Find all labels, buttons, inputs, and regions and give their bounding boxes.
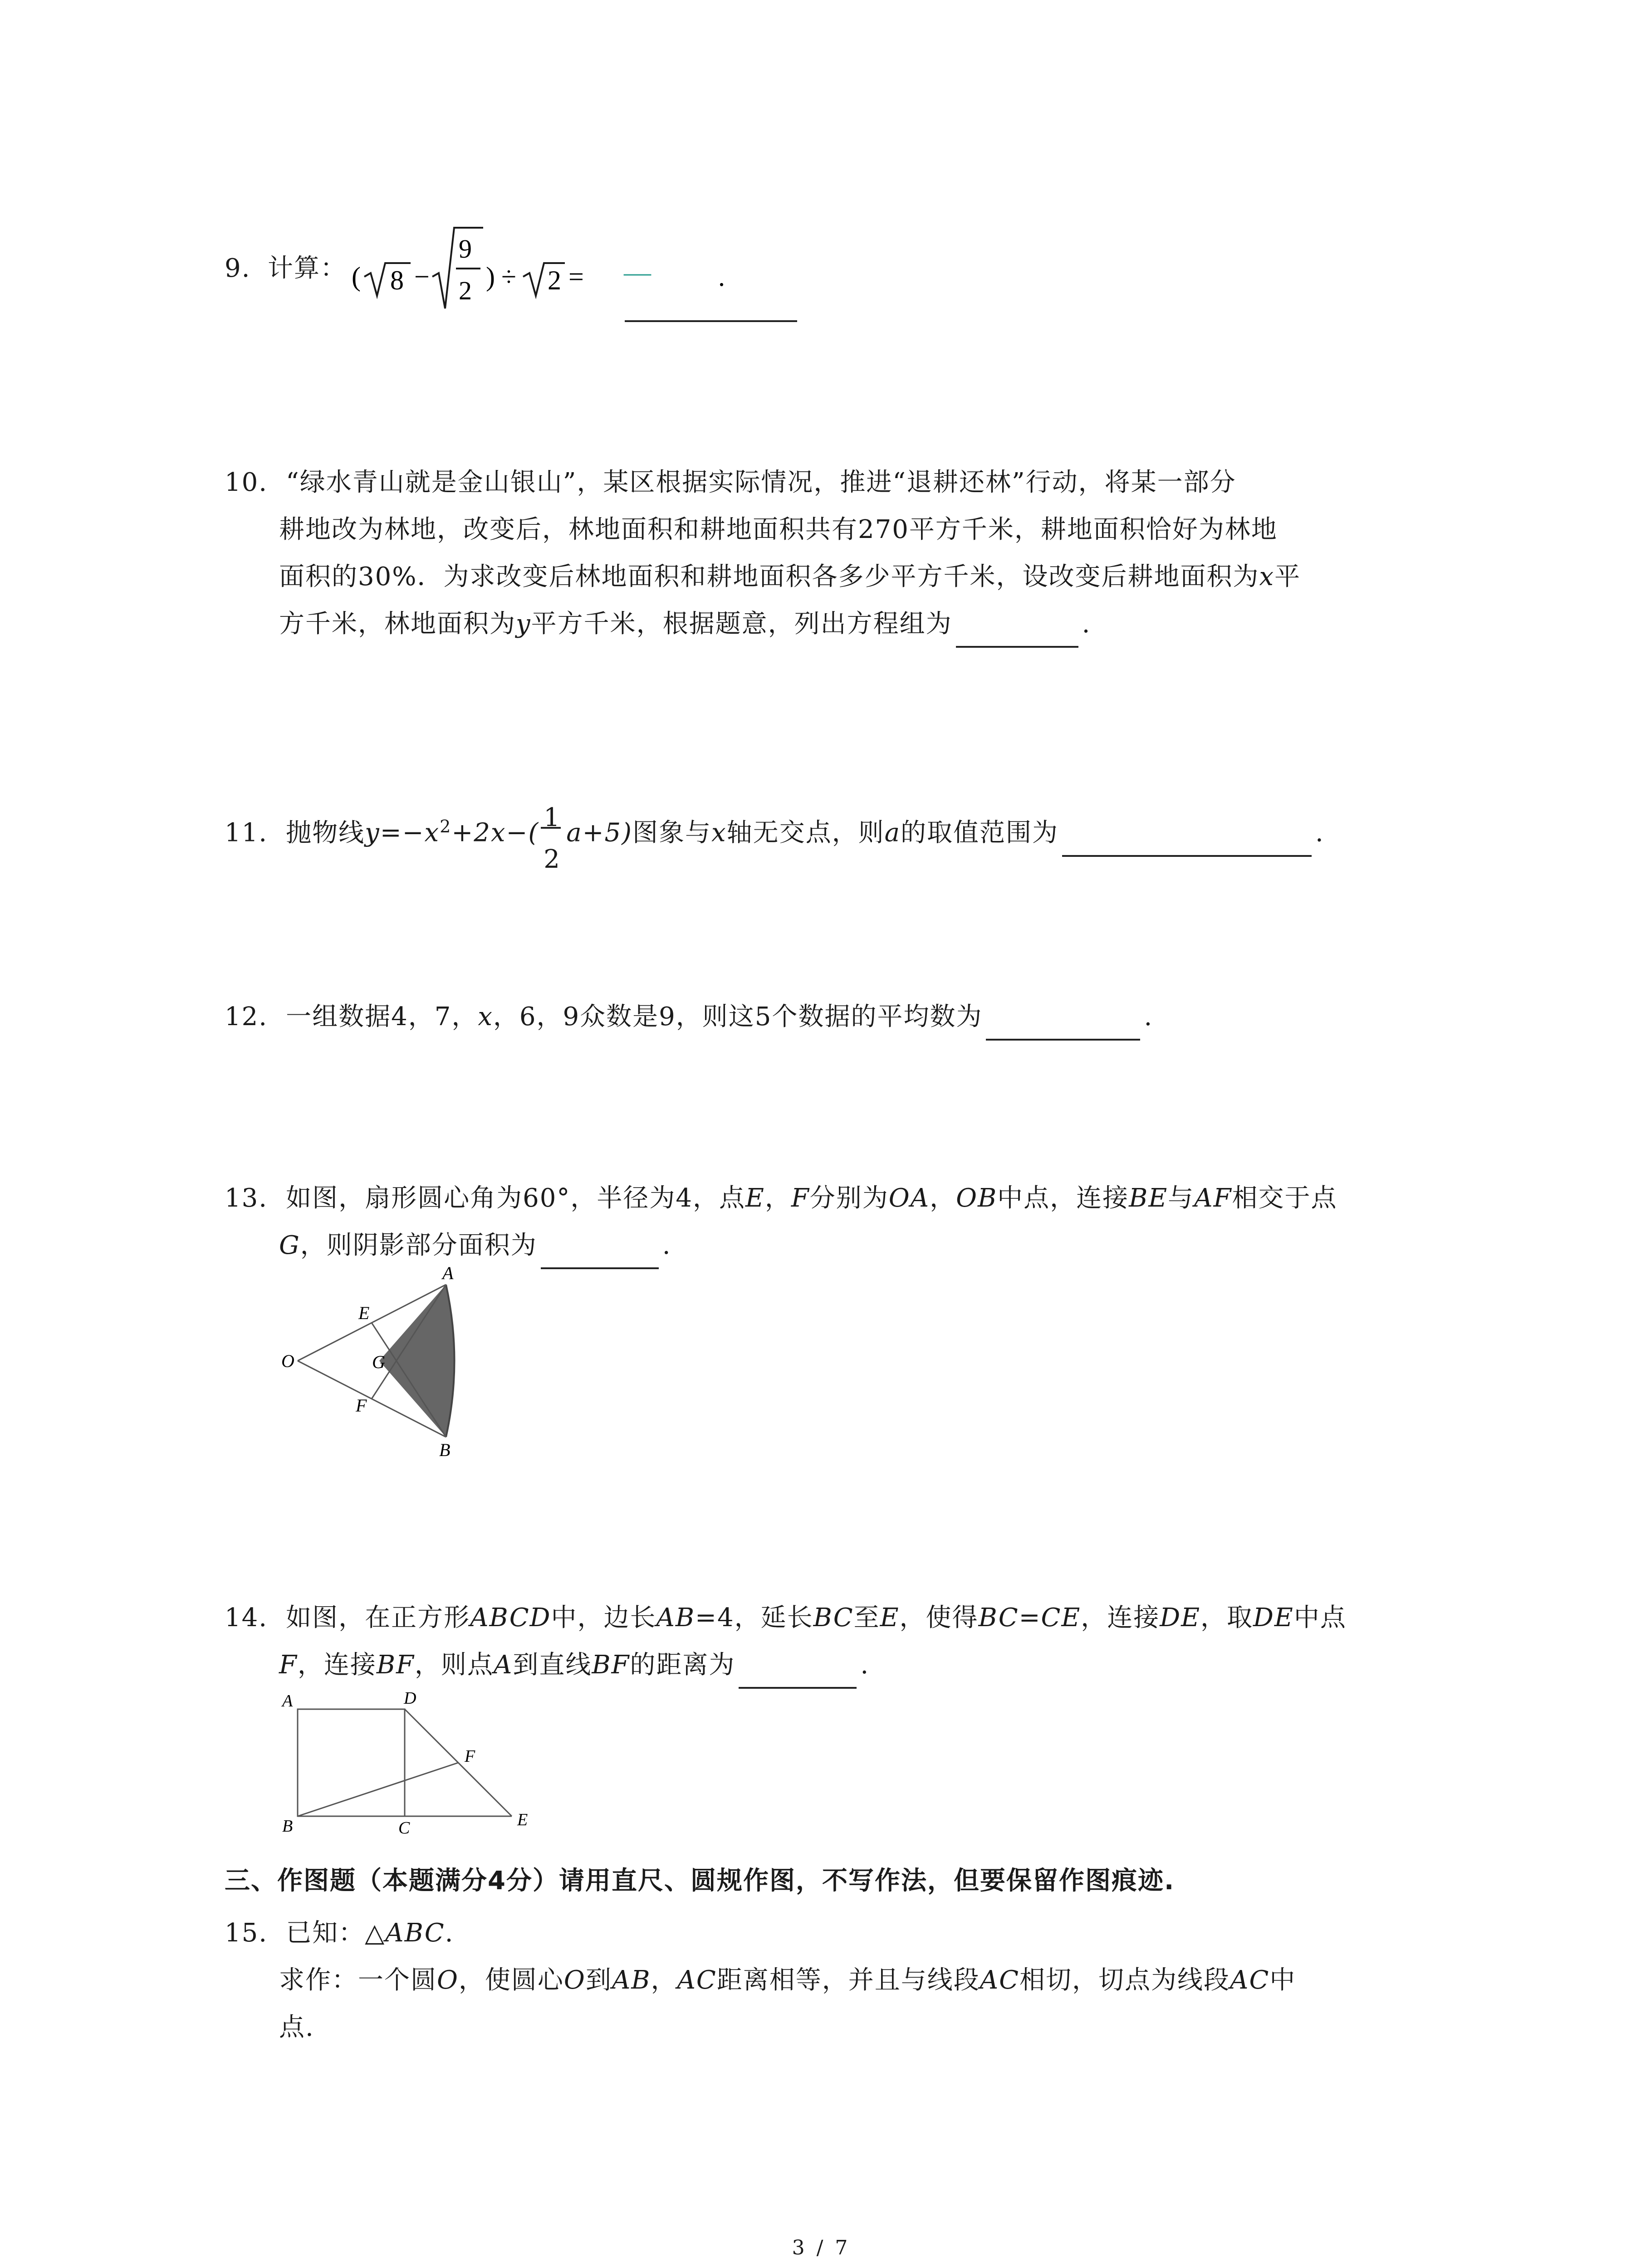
question-15: 15. 已知：△ABC. 求作：一个圆O，使圆心O到AB，AC距离相等，并且与线段AC相切，切点为线段AC中 点.: [225, 1918, 1296, 2042]
question-13: 13. 如图，扇形圆心角为60°，半径为4，点E，F分别为OA，OB中点，连接BE与AF相交于点 G，则阴影部分面积为 .: [225, 1175, 1495, 1269]
question-12: 12. 一组数据4，7，x，6，9众数是9，则这5个数据的平均数为 .: [225, 993, 1472, 1041]
label-B: B: [439, 1440, 451, 1460]
section-title: 三、作图题（本题满分4分）请用直尺、圆规作图，不写作法，但要保留作图痕迹.: [225, 1866, 1175, 1896]
fraction-numerator: 9: [459, 234, 473, 264]
answer-blank[interactable]: [739, 1660, 857, 1689]
question-number: 11.: [225, 818, 268, 848]
label-B: B: [282, 1817, 293, 1836]
question-number: 15.: [225, 1918, 268, 1948]
question-10: 10. “绿水青山就是金山银山”，某区根据实际情况，推进“退耕还林”行动，将某一部分 耕地改为林地，改变后，林地面积和耕地面积共有270平方千米，耕地面积恰好为林地 面积的30%．为求改变后林地面积和耕地面积各多少平方千米，设改变后耕地面积为x平 方千米，林地面积为y平方千米，根据题意，列出方程组为 .: [225, 459, 1472, 648]
answer-blank[interactable]: [956, 619, 1078, 648]
svg-text:−: −: [414, 262, 431, 292]
label-F: F: [465, 1747, 475, 1766]
svg-text:(: (: [352, 262, 362, 292]
svg-text:=: =: [568, 262, 585, 292]
question-number: 14.: [225, 1603, 268, 1633]
figure-square: [272, 1687, 554, 1837]
teal-dash: —: [624, 257, 652, 287]
label-A: A: [442, 1266, 454, 1283]
answer-blank[interactable]: [625, 320, 797, 322]
answer-blank[interactable]: [541, 1240, 659, 1269]
label-E: E: [358, 1303, 370, 1323]
question-prefix: 计算：: [268, 254, 347, 283]
shaded-region: [379, 1285, 455, 1437]
question-11: 11. 抛物线$y=-x^2+2x-$( $\frac{1}{2}$ a+5)图象与x轴无交点，则a的取值范围为 .: [225, 802, 1324, 874]
sqrt2-value: 2: [548, 265, 562, 295]
question-number: 9.: [225, 254, 251, 283]
radical-expression: [352, 218, 896, 327]
svg-text:.: .: [718, 262, 726, 292]
answer-blank[interactable]: [986, 1012, 1140, 1041]
label-C: C: [398, 1818, 410, 1837]
svg-text:): ): [486, 262, 496, 292]
label-O: O: [281, 1351, 294, 1371]
label-E: E: [517, 1810, 528, 1829]
page-number: 3 / 7: [792, 2236, 851, 2259]
svg-text:÷: ÷: [501, 262, 517, 292]
label-G: G: [372, 1352, 385, 1372]
question-number: 12.: [225, 1002, 268, 1031]
question-14: 14. 如图，在正方形ABCD中，边长AB=4，延长BC至E，使得BC=CE，连接DE，取DE中点 F，连接BF，则点A到直线BF的距离为 .: [225, 1594, 1495, 1689]
label-F: F: [356, 1395, 367, 1416]
answer-blank[interactable]: [1062, 828, 1312, 857]
question-number: 13.: [225, 1183, 268, 1213]
sqrt8-value: 8: [390, 265, 405, 295]
label-A: A: [282, 1691, 293, 1711]
label-D: D: [404, 1689, 416, 1708]
figure-sector: [272, 1266, 481, 1465]
question-number: 10.: [225, 468, 268, 497]
fraction-denominator: 2: [459, 276, 473, 305]
question-9: [225, 218, 860, 354]
